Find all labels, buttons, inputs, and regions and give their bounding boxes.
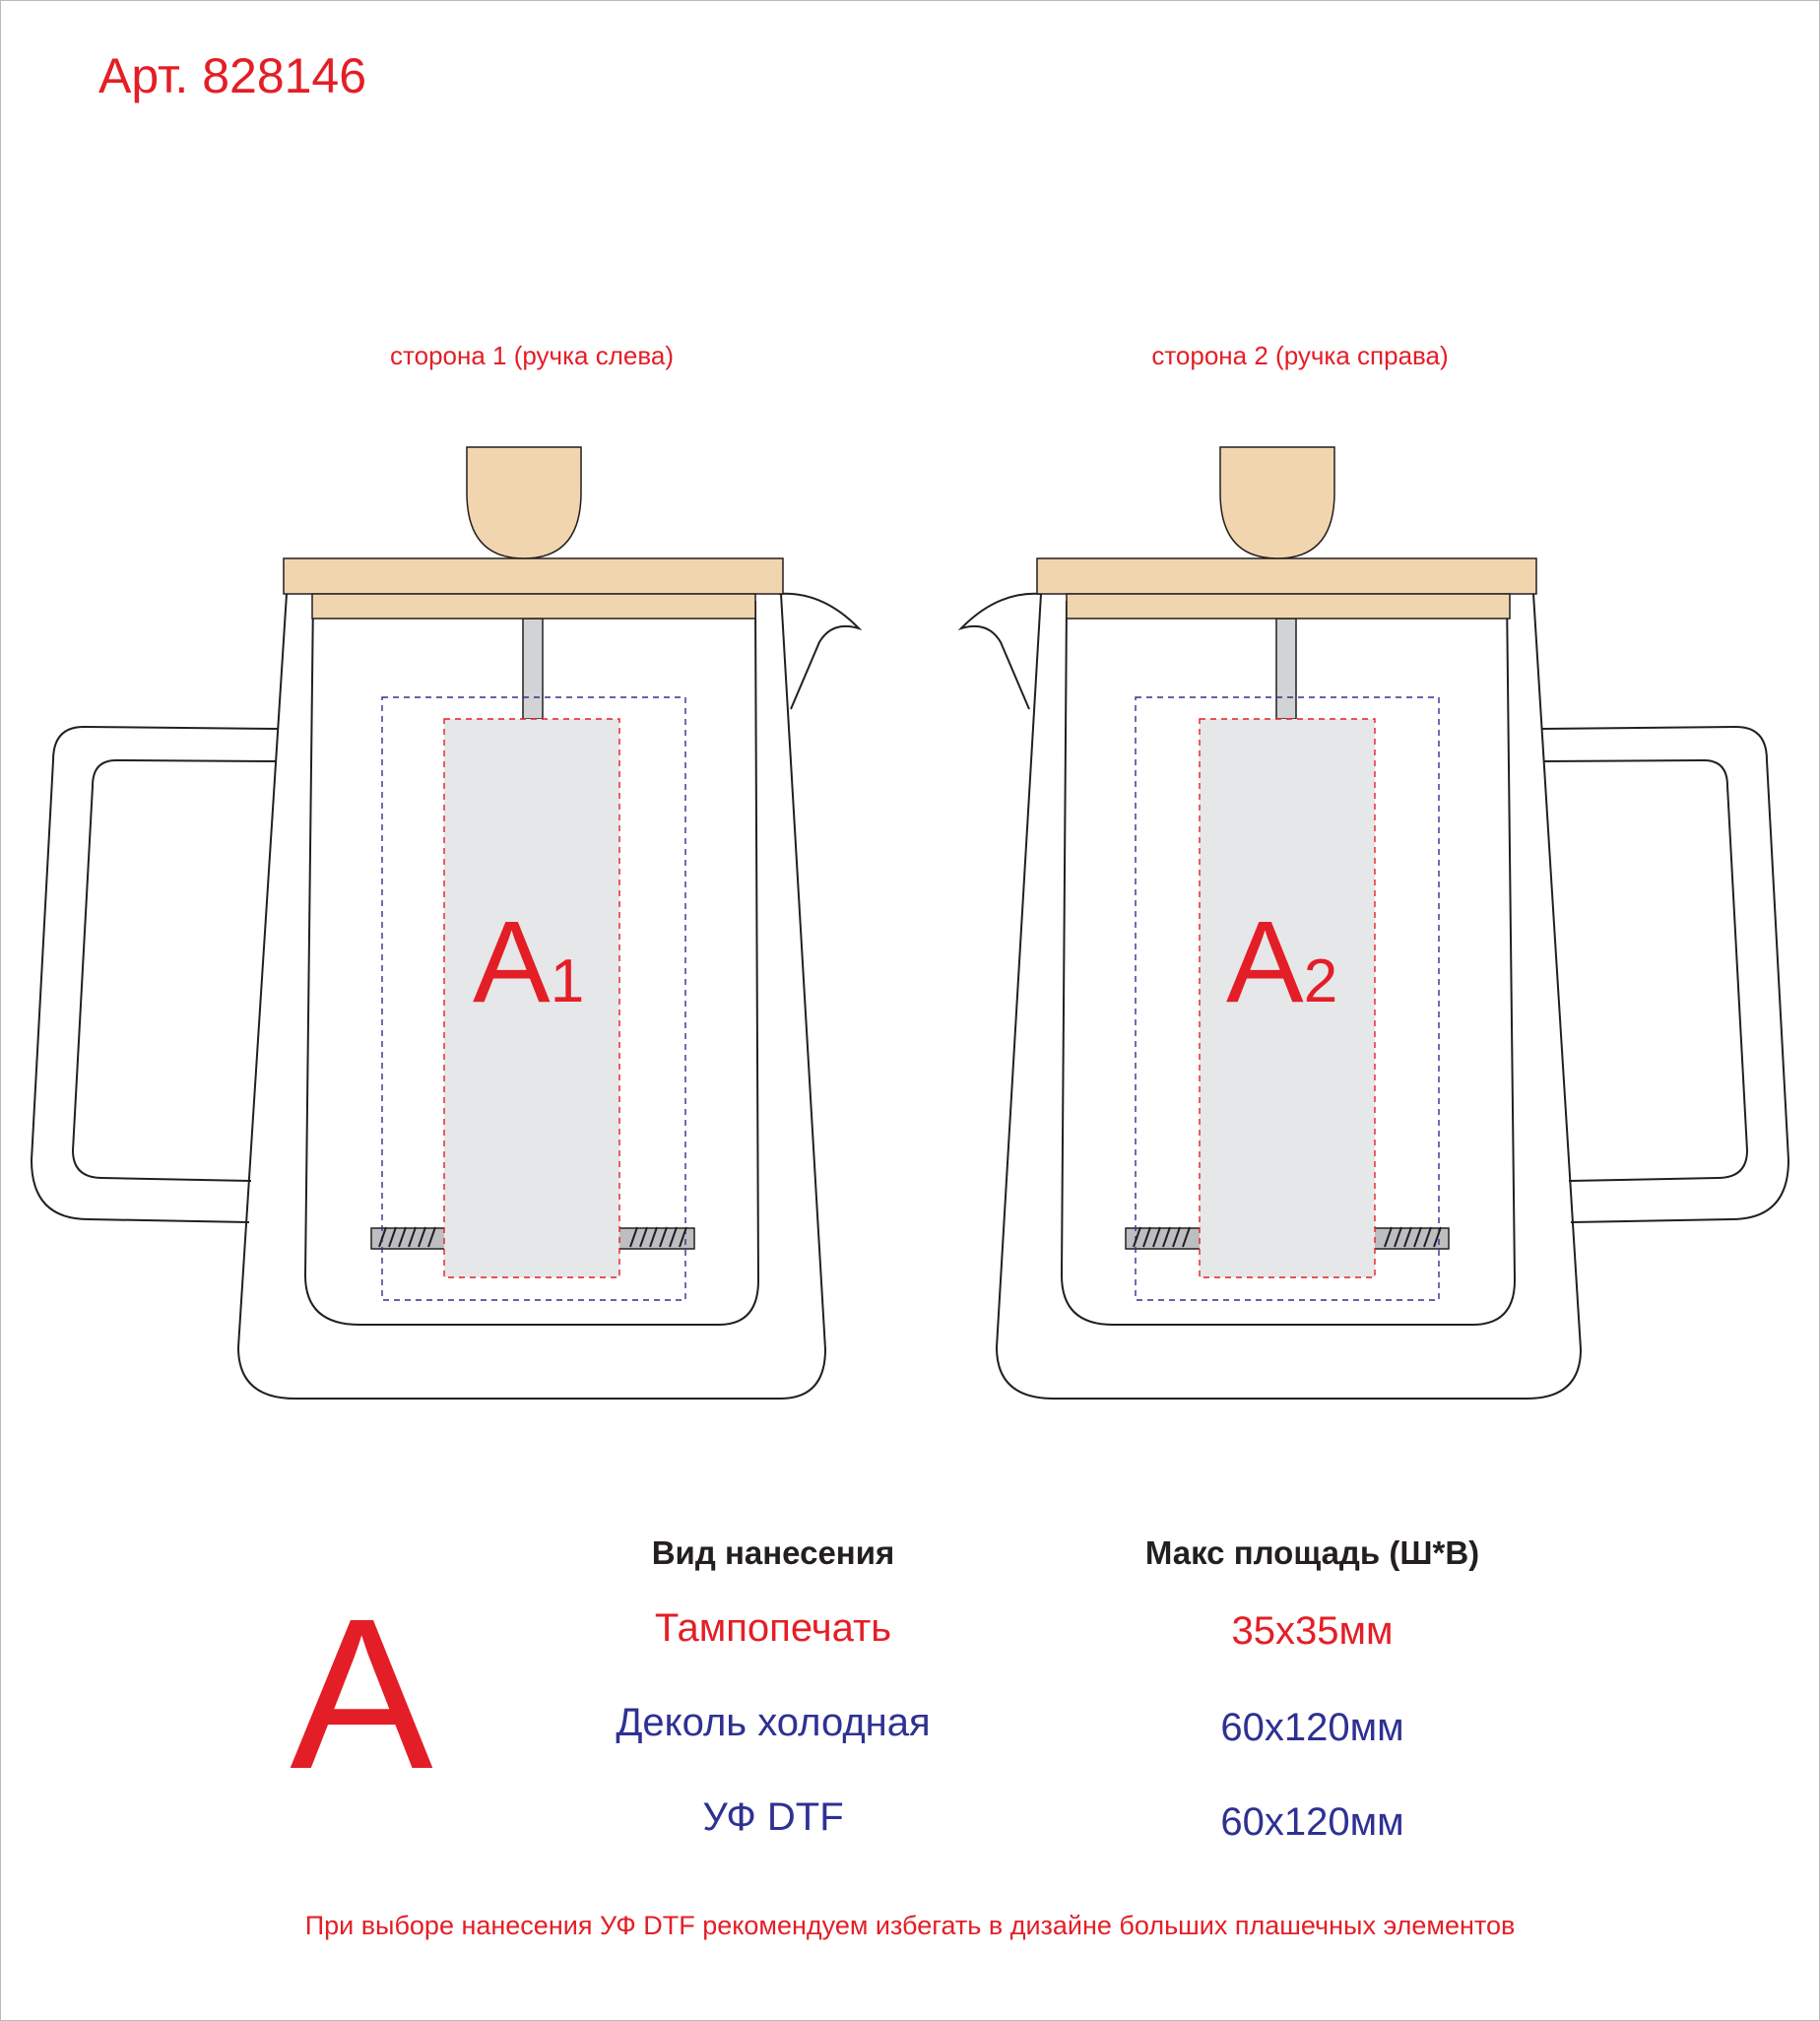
french-press-side-1 <box>32 447 859 1399</box>
plunger-rod <box>1276 619 1296 719</box>
header-method: Вид нанесения <box>651 1534 895 1571</box>
row-2-area: 60x120мм <box>1220 1706 1404 1749</box>
handle-right <box>1541 727 1788 1222</box>
handle-right-inner <box>1543 760 1747 1181</box>
french-press-side-2 <box>961 447 1788 1399</box>
row-1-area: 35x35мм <box>1231 1609 1394 1653</box>
spout <box>779 594 859 709</box>
plunger-rod <box>523 619 543 719</box>
knob <box>467 447 581 558</box>
row-1-method: Тампопечать <box>654 1606 892 1650</box>
zone-number: 1 <box>550 947 585 1015</box>
table-zone-letter: A <box>290 1575 433 1814</box>
article-title: Арт. 828146 <box>98 48 367 103</box>
knob <box>1220 447 1334 558</box>
footnote: При выборе нанесения УФ DTF рекомендуем избегать в дизайне больших плашечных элементов <box>304 1911 1516 1940</box>
row-3-area: 60x120мм <box>1220 1800 1404 1844</box>
handle-left-inner <box>73 760 277 1181</box>
zone-letter: A <box>473 897 551 1027</box>
zone-number: 2 <box>1303 947 1338 1015</box>
side-2-label: сторона 2 (ручка справа) <box>1151 341 1449 370</box>
row-2-method: Деколь холодная <box>616 1701 931 1744</box>
lid-top <box>284 558 783 594</box>
lid-bottom <box>312 594 755 619</box>
zone-label-a1 <box>473 897 585 1027</box>
header-area: Макс площадь (Ш*В) <box>1144 1534 1480 1571</box>
row-3-method: УФ DTF <box>702 1795 844 1839</box>
lid-bottom <box>1067 594 1510 619</box>
side-1-label: сторона 1 (ручка слева) <box>390 341 674 370</box>
lid-top <box>1037 558 1536 594</box>
zone-letter: A <box>1226 897 1304 1027</box>
spout <box>961 594 1041 709</box>
handle-left <box>32 727 279 1222</box>
zone-label-a2 <box>1226 897 1338 1027</box>
